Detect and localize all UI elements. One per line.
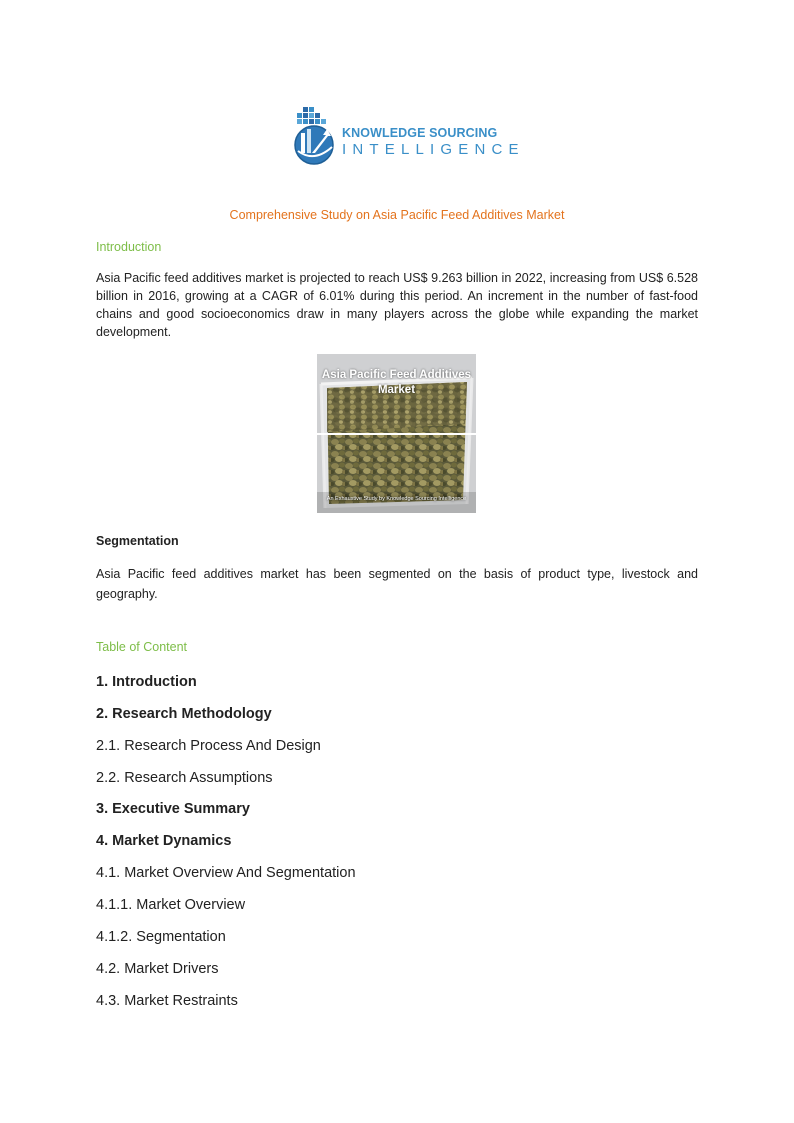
market-cover-image bbox=[317, 354, 476, 513]
toc-item[interactable]: 2. Research Methodology bbox=[96, 706, 272, 722]
toc-item[interactable]: 1. Introduction bbox=[96, 674, 197, 690]
image-title-overlay: Asia Pacific Feed Additives Market bbox=[321, 369, 472, 396]
toc-heading: Table of Content bbox=[96, 640, 188, 654]
introduction-heading: Introduction bbox=[96, 240, 162, 254]
introduction-paragraph: Asia Pacific feed additives market is projected to reach US$ 9.263 billion in 2022, increasing from US$ 6.528 billion in 2016, growing at a CAGR of 6.01% during this period. An increment in the number of fast-food chains and good socioeconomics draw in many players across the globe while expanding the market development. bbox=[96, 271, 698, 339]
toc-item[interactable]: 4. Market Dynamics bbox=[96, 833, 232, 849]
toc-item[interactable]: 2.1. Research Process And Design bbox=[96, 738, 321, 754]
document-title: Comprehensive Study on Asia Pacific Feed Additives Market bbox=[229, 208, 565, 222]
image-caption-overlay: An Exhaustive Study by Knowledge Sourcing Intelligence bbox=[326, 496, 467, 502]
segmentation-heading: Segmentation bbox=[96, 534, 179, 548]
toc-item[interactable]: 3. Executive Summary bbox=[96, 801, 250, 817]
knowledge-sourcing-logo-icon bbox=[290, 105, 340, 167]
toc-item[interactable]: 4.1. Market Overview And Segmentation bbox=[96, 865, 356, 881]
toc-item[interactable]: 2.2. Research Assumptions bbox=[96, 770, 273, 786]
toc-item[interactable]: 4.1.2. Segmentation bbox=[96, 929, 226, 945]
company-logo bbox=[290, 105, 525, 167]
logo-wordmark-line2: INTELLIGENCE bbox=[342, 141, 525, 158]
logo-wordmark-line1: KNOWLEDGE SOURCING bbox=[342, 126, 498, 140]
toc-item[interactable]: 4.2. Market Drivers bbox=[96, 961, 219, 977]
toc-item[interactable]: 4.1.1. Market Overview bbox=[96, 897, 246, 913]
toc-item[interactable]: 4.3. Market Restraints bbox=[96, 993, 238, 1009]
segmentation-paragraph: Asia Pacific feed additives market has been segmented on the basis of product type, livestock and geography. bbox=[96, 567, 698, 601]
